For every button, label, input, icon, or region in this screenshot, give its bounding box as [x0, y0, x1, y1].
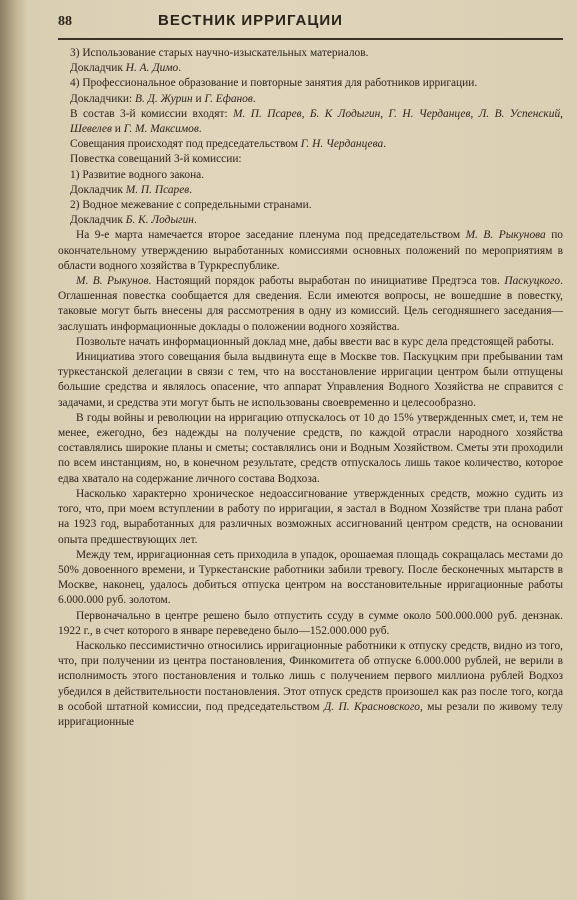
paragraph — [58, 274, 563, 335]
text-run: . — [193, 214, 197, 227]
paragraph — [58, 46, 563, 61]
italic-name: М. П. Псарев, Б. К Лодыгин, Г. Н. Черданцев, Л. В. Успенский, Шевелев — [70, 107, 563, 136]
paragraph — [58, 335, 563, 350]
paragraph — [58, 61, 563, 76]
journal-title: ВЕСТНИК ИРРИГАЦИИ — [158, 12, 343, 29]
text-run: Докладчик — [70, 214, 126, 227]
paragraph — [58, 609, 563, 639]
text-run: по окончательному утверждению выработанных комиссиями основных положений по мероприятиям в области водного хозяйства в Туркреспублике. — [58, 229, 563, 272]
text-run: . — [189, 183, 193, 196]
text-run: Повестка совещаний 3-й комиссии: — [70, 153, 242, 166]
text-run: В годы войны и революции на ирригацию отпускалось от 10 до 15% утвержденных смет, и, тем не менее, ежегодно, без надежды на получение средств, по каждой отрасли народного хозяйства составлялись широкие планы и сметы; составлялись они и Водным Хозяйством. Сметы эти проходили по всем инстанциям, но, в конечном результате, средств отпускалось лишь такое количество, которое едва хватало на содержание личного состава Водхоза. — [58, 411, 563, 485]
paragraph — [58, 639, 563, 730]
text-run: . — [198, 123, 202, 136]
text-run: . — [178, 62, 182, 75]
text-run: 2) Водное межевание с сопредельными странами. — [70, 199, 312, 212]
paragraph — [58, 198, 563, 213]
italic-name: Б. К. Лодыгин — [125, 214, 194, 227]
text-run: и — [192, 92, 205, 105]
paragraph — [58, 183, 563, 198]
paragraph — [58, 213, 563, 228]
text-run: На 9-е марта намечается второе заседание пленума под председательством — [76, 229, 466, 242]
text-run: . — [252, 92, 256, 105]
paragraph — [58, 228, 563, 274]
text-run: Позвольте начать информационный доклад мне, дабы ввести вас в курс дела предстоящей работы. — [76, 335, 555, 348]
paragraph — [58, 168, 563, 183]
paragraph — [58, 487, 563, 548]
italic-name: Д. П. Красновского — [324, 700, 420, 713]
paragraph — [58, 137, 563, 152]
page-binding-shadow — [0, 0, 28, 900]
text-run: Докладчик — [70, 62, 126, 75]
text-run: Совещания происходят под председательством — [70, 138, 301, 151]
text-run: Первоначально в центре решено было отпустить ссуду в сумме около 500.000.000 руб. дензнак. 1922 г., в счет которого в январе переведено было—152.000.000 руб. — [58, 609, 563, 637]
article-body — [58, 46, 563, 730]
text-run: и — [111, 123, 124, 136]
text-run: . — [383, 138, 387, 151]
text-run: . Оглашенная повестка сообщается для сведения. Если имеются вопросы, не вошедшие в повестку, таковые могут быть внесены для рассмотрения в одну из комиссий. Цель сегодняшнего заседания—заслушать информационные доклады о положении водного хозяйства. — [58, 275, 563, 333]
text-run: Докладчик — [70, 183, 126, 196]
paragraph — [58, 76, 563, 91]
paragraph — [58, 411, 563, 487]
italic-name: М. П. Псарев — [125, 183, 190, 196]
italic-name: Г. Ефанов — [204, 92, 253, 105]
text-run: Насколько пессимистично относились ирригационные работники к отпуску средств, видно из того, что, при получении из центра постановления, Финкомитета об отпуске 6.000.000 рублей, не верили в исполнимость этого постановления и только лишь с получением первого миллиона рублей Водхоз убедился в действительности постановления. Этот отпуск средств произошел как раз после того, когда в особой штатной комиссии, под председательством — [58, 639, 563, 713]
paragraph — [58, 107, 563, 137]
italic-name: Г. Н. Черданцева — [300, 138, 384, 151]
italic-name: Н. А. Димо — [125, 62, 179, 75]
page-header — [58, 12, 563, 40]
text-run: 4) Профессиональное образование и повторные занятия для работников ирригации. — [70, 77, 478, 90]
text-run: Инициатива этого совещания была выдвинута еще в Москве тов. Паскуцким при пребывании там туркестанской делегации в связи с тем, что на восстановление ирригации центром были отпущены большие средства и являлось опасение, что аппарат Управления Водного Хозяйства не справится с задачами, и средства эти могут быть не использованы своевременно и целесообразно. — [58, 351, 563, 409]
paragraph — [58, 350, 563, 411]
italic-name: М. В. Рыкунов — [76, 275, 149, 288]
italic-name: Паскуцкого — [504, 275, 561, 288]
paragraph — [58, 548, 563, 609]
text-run: 1) Развитие водного закона. — [70, 168, 205, 181]
text-run: В состав 3-й комиссии входят: — [70, 107, 234, 120]
text-run: . Настоящий порядок работы выработан по инициативе Предтэса тов. — [148, 275, 505, 288]
paragraph — [58, 152, 563, 167]
page-number: 88 — [58, 14, 72, 29]
text-run: , мы резали по живому телу ирригационные — [58, 700, 563, 728]
text-run: Докладчики: — [70, 92, 136, 105]
text-run: 3) Использование старых научно-изыскательных материалов. — [70, 47, 369, 59]
italic-name: В. Д. Журин — [135, 92, 193, 105]
text-run: Между тем, ирригационная сеть приходила в упадок, орошаемая площадь сокращалась местами до 50% довоенного времени, и Туркестанские работники забили тревогу. После бесконечных мытарств в Москве, наконец, удалось добиться отпуска центром на восстановительные ирригационные работы 6.000.000 руб. золотом. — [58, 548, 563, 607]
paragraph — [58, 92, 563, 107]
italic-name: М. В. Рыкунова — [465, 229, 546, 242]
text-run: Насколько характерно хроническое недоассигнование утвержденных средств, можно судить из того, что, при моем вступлении в работу по ирригации, я застал в Водном Хозяйстве три плана работ на 1923 год, выработанных для различных возможных ассигнований центром средств, на основании опыта предшествующих лет. — [58, 487, 563, 546]
italic-name: Г. М. Максимов — [123, 123, 199, 136]
